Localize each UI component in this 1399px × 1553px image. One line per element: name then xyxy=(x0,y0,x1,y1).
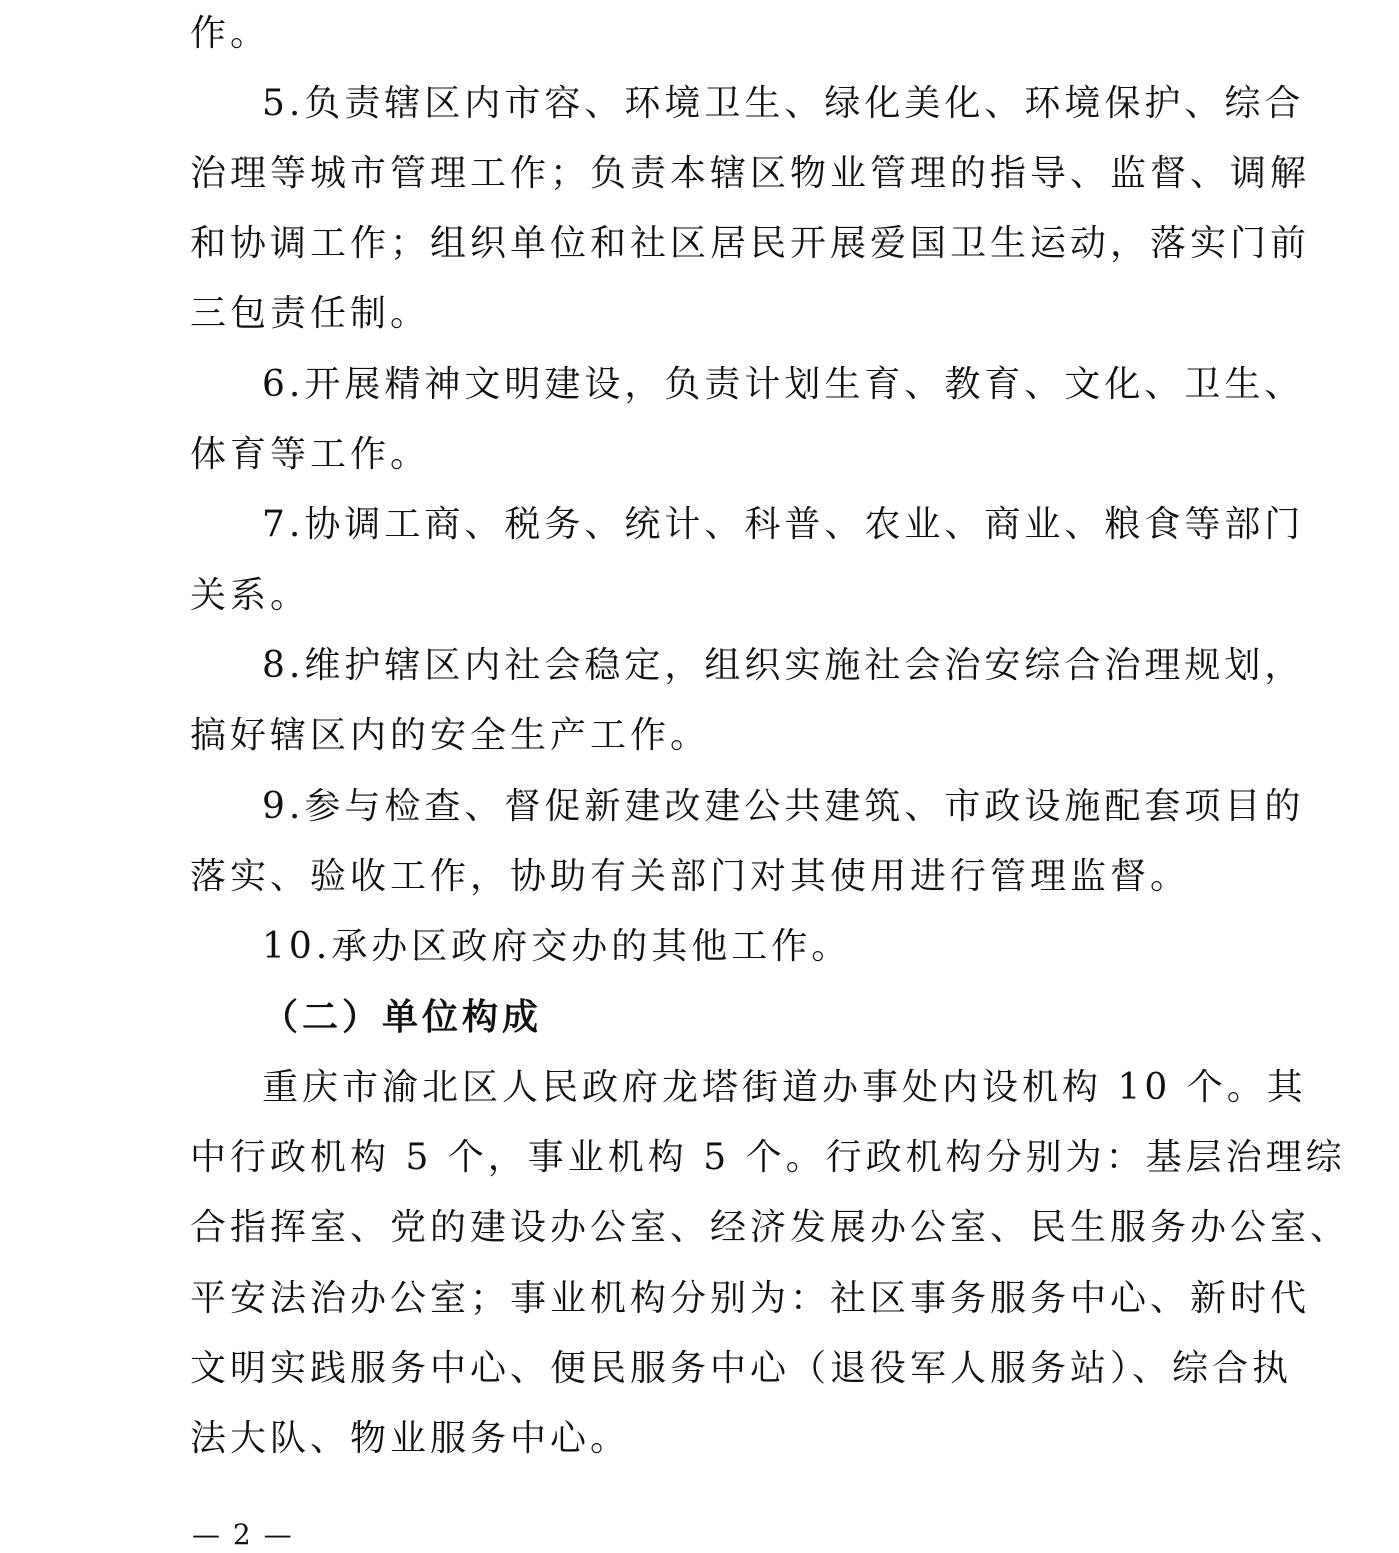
text-line: 和协调工作；组织单位和社区居民开展爱国卫生运动，落实门前 xyxy=(190,223,1311,264)
text-line: 治理等城市管理工作；负责本辖区物业管理的指导、监督、调解 xyxy=(190,153,1311,194)
text-line: 搞好辖区内的安全生产工作。 xyxy=(190,715,711,756)
text-line: 7.协调工商、税务、统计、科普、农业、商业、粮食等部门 xyxy=(262,504,1305,545)
text-line: 作。 xyxy=(190,13,271,54)
text-line: 关系。 xyxy=(190,575,311,616)
text-line: 法大队、物业服务中心。 xyxy=(190,1418,631,1459)
text-line: 落实、验收工作，协助有关部门对其使用进行管理监督。 xyxy=(190,856,1191,897)
text-line: 三包责任制。 xyxy=(190,293,431,334)
text-line: 5.负责辖区内市容、环境卫生、绿化美化、环境保护、综合 xyxy=(262,83,1305,124)
text-line: 平安法治办公室；事业机构分别为：社区事务服务中心、新时代 xyxy=(190,1278,1311,1319)
section-heading: （二）单位构成 xyxy=(262,996,543,1038)
text-line: 体育等工作。 xyxy=(190,434,431,475)
text-line: 中行政机构 5 个，事业机构 5 个。行政机构分别为：基层治理综 xyxy=(190,1137,1346,1178)
text-line: 9.参与检查、督促新建改建公共建筑、市政设施配套项目的 xyxy=(262,786,1305,827)
text-line: 8.维护辖区内社会稳定，组织实施社会治安综合治理规划， xyxy=(262,645,1305,686)
text-line: 10.承办区政府交办的其他工作。 xyxy=(262,926,852,967)
page-number: — 2 — xyxy=(192,1518,294,1551)
text-line: 6.开展精神文明建设，负责计划生育、教育、文化、卫生、 xyxy=(262,364,1305,405)
text-line: 合指挥室、党的建设办公室、经济发展办公室、民生服务办公室、 xyxy=(190,1207,1351,1248)
text-line: 重庆市渝北区人民政府龙塔街道办事处内设机构 10 个。其 xyxy=(262,1067,1307,1108)
text-line: 文明实践服务中心、便民服务中心（退役军人服务站）、综合执 xyxy=(190,1348,1293,1389)
